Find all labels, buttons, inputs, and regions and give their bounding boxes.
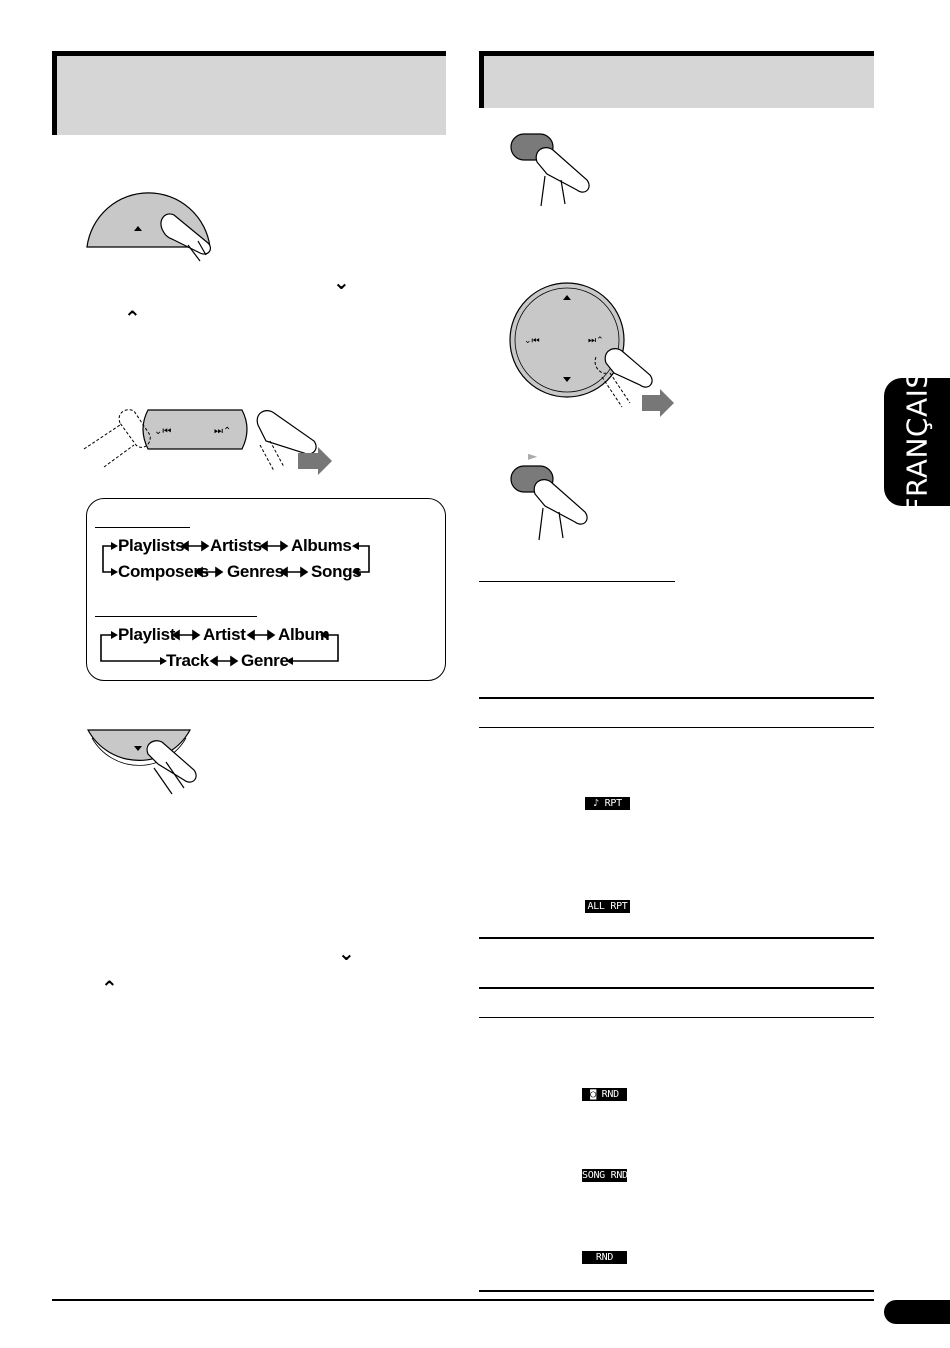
svg-text:⏭⌃: ⏭⌃ (214, 426, 232, 437)
random-indicator: RND (582, 1251, 627, 1264)
svg-text:⏭⌃: ⏭⌃ (588, 336, 604, 346)
random-table-bottom-rule (479, 1290, 874, 1292)
svg-text:⌄⏮: ⌄⏮ (154, 426, 172, 437)
button-press-illustration (505, 130, 605, 215)
control-pad-illustration (510, 283, 680, 413)
random-album-indicator: ◙ RND (582, 1088, 627, 1101)
repeat-table-header-rule (479, 727, 874, 728)
language-side-tab (884, 370, 950, 514)
svg-text:⌄⏮: ⌄⏮ (524, 336, 540, 346)
random-table-header-rule (479, 1017, 874, 1018)
flow-item-genre: Genre (241, 651, 289, 670)
flow-item-track: Track (166, 651, 209, 670)
page-number-tab (884, 1300, 950, 1324)
flow-item-composers: Composers (118, 562, 209, 581)
button-press-illustration-2 (505, 462, 605, 547)
chevron-down-icon: ⌄ (333, 270, 350, 294)
random-table-top-rule (479, 987, 874, 989)
flow-item-playlist: Playlist (118, 625, 176, 644)
chevron-up-icon: ⌃ (101, 976, 118, 1000)
language-side-tab-label: FRANÇAIS (900, 370, 934, 514)
flow-item-artist: Artist (203, 625, 246, 644)
page-bottom-rule (52, 1299, 874, 1301)
right-section-title-box (479, 51, 874, 108)
flow-item-albums: Albums (291, 536, 352, 555)
subheading-rule (479, 581, 675, 582)
dial-down-press-illustration (80, 728, 220, 803)
flow-item-playlists: Playlists (118, 536, 185, 555)
flow-item-album: Album (278, 625, 330, 644)
repeat-table-top-rule (479, 697, 874, 699)
repeat-table-bottom-rule (479, 937, 874, 939)
repeat-all-indicator: ALL RPT (585, 900, 630, 913)
repeat-one-indicator: ♪ RPT (585, 797, 630, 810)
play-triangle-icon: ► (528, 449, 538, 463)
random-song-indicator: SONG RND (582, 1170, 628, 1181)
flow-item-artists: Artists (210, 536, 262, 555)
chevron-down-icon: ⌄ (338, 941, 355, 965)
flow-item-genres: Genres (227, 562, 284, 581)
flow-item-songs: Songs (311, 562, 362, 581)
chevron-up-icon: ⌃ (124, 306, 141, 330)
